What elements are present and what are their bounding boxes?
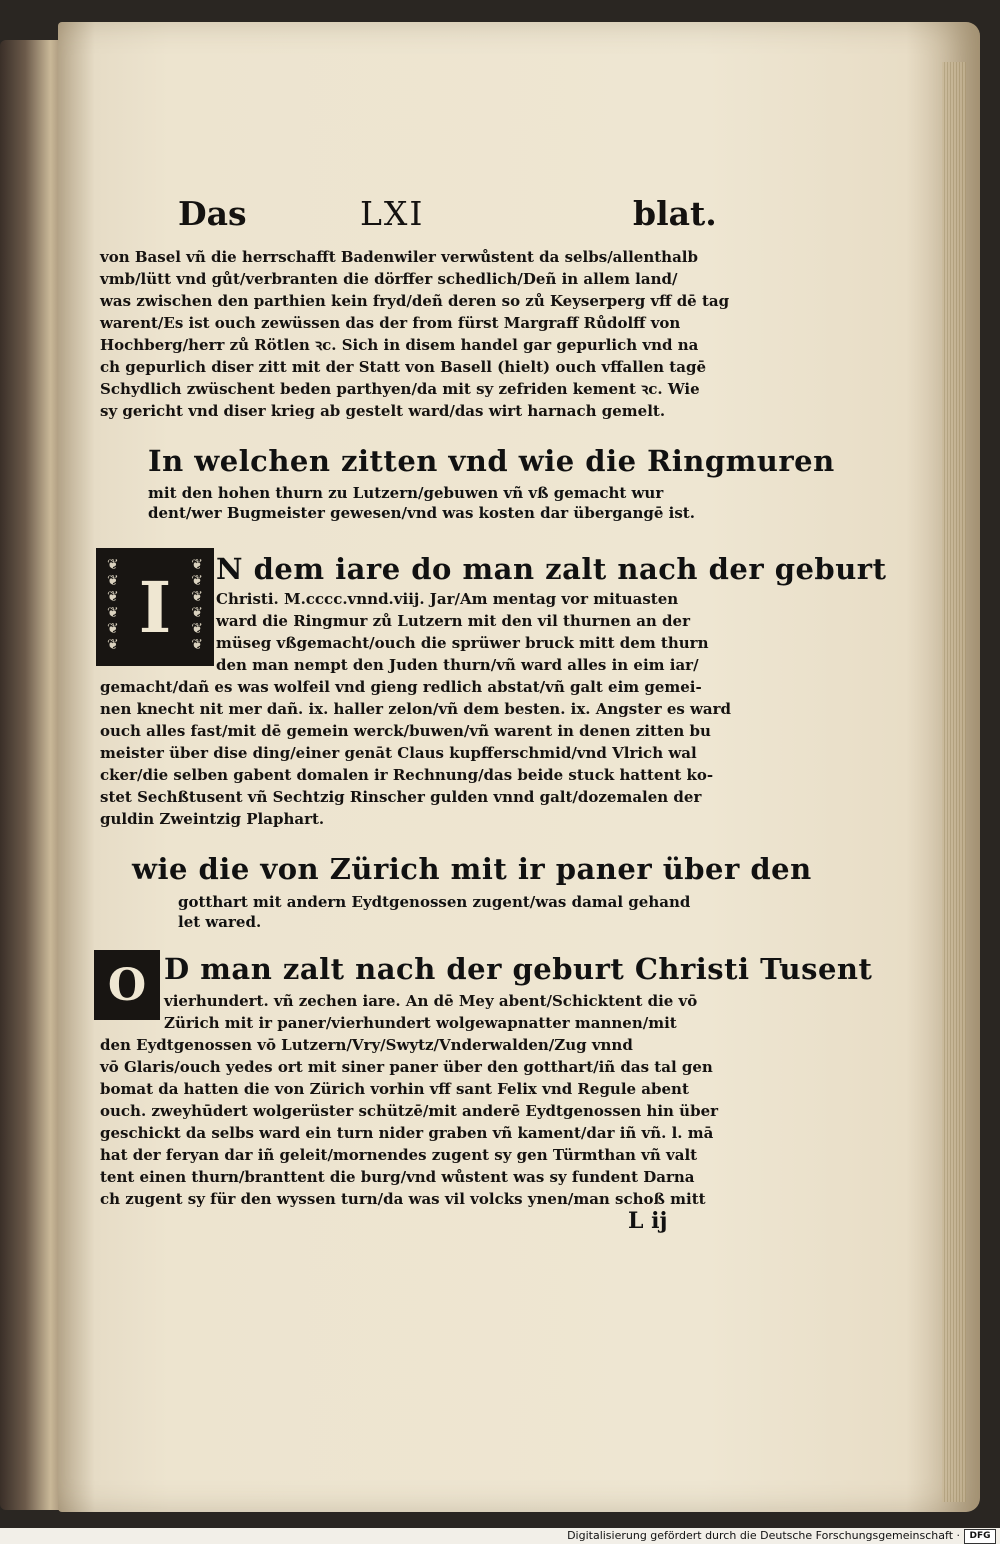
text-line: vierhundert. vñ zechen iare. An dē Mey abent/Schicktent die vō [164, 992, 698, 1010]
text-line: ouch alles fast/mit dē gemein werck/buwen/vñ warent in denen zitten bu [100, 722, 711, 740]
text-line: den Eydtgenossen vō Lutzern/Vry/Swytz/Vnderwalden/Zug vnnd [100, 1036, 633, 1054]
text-line: Schydlich zwüschent beden parthyen/da mit sy zefriden kement ꝛc. Wie [100, 380, 700, 398]
text-line: bomat da hatten die von Zürich vorhin vff sant Felix vnd Regule abent [100, 1080, 689, 1098]
decorated-initial-o [94, 950, 160, 1020]
text-line: Zürich mit ir paner/vierhundert wolgewapnatter mannen/mit [164, 1014, 677, 1032]
text-line: vmb/lütt vnd gůt/verbranten die dörffer schedlich/Deñ in allem land/ [100, 270, 678, 288]
decorated-initial-i [96, 548, 214, 666]
funding-credit: Digitalisierung gefördert durch die Deutsche Forschungsgemeinschaft · [567, 1529, 960, 1542]
text-line: nen knecht nit mer dañ. ix. haller zelon/vñ dem besten. ix. Angster es ward [100, 700, 732, 718]
text-line: ward die Ringmur zů Lutzern mit den vil thurnen an der [216, 612, 690, 630]
folio-number: LXI [360, 194, 425, 233]
initial-letter: O [107, 959, 147, 1011]
heading-subline: gotthart mit andern Eydtgenossen zugent/was damal gehand [178, 893, 691, 911]
heading-subline: dent/wer Bugmeister gewesen/vnd was kosten dar übergangē ist. [148, 504, 695, 522]
section-3-first-line: D man zalt nach der geburt Christi Tusent [164, 952, 873, 986]
text-line: vō Glaris/ouch yedes ort mit siner paner über den gotthart/iñ das tal gen [100, 1058, 713, 1076]
text-line: müseg vßgemacht/ouch die sprüwer bruck mitt dem thurn [216, 634, 709, 652]
credit-bar [0, 1528, 1000, 1544]
text-line: ouch. zweyhūdert wolgerüster schützē/mit anderē Eydtgenossen hin über [100, 1102, 719, 1120]
running-header [178, 194, 738, 244]
dfg-logo: DFG [964, 1529, 996, 1544]
text-line: hat der feryan dar iñ geleit/mornendes zugent sy gen Türmthan vñ valt [100, 1146, 698, 1164]
signature-mark: L ij [628, 1208, 668, 1234]
text-line: stet Sechßtusent vñ Sechtzig Rinscher gulden vnnd galt/dozemalen der [100, 788, 702, 806]
initial-letter: I [138, 565, 172, 649]
section-heading-zurich: wie die von Zürich mit ir paner über den [132, 852, 812, 886]
text-line: guldin Zweintzig Plaphart. [100, 810, 325, 828]
text-line: gemacht/dañ es was wolfeil vnd gieng redlich abstat/vñ galt eim gemei- [100, 678, 702, 696]
text-line: meister über dise ding/einer genāt Claus kupfferschmid/vnd Vlrich wal [100, 744, 697, 762]
text-line: ch zugent sy für den wyssen turn/da was vil volcks ynen/man schoß mitt [100, 1190, 706, 1208]
header-left-word: Das [178, 194, 247, 233]
initial-ornament: ❦ ❦ ❦ ❦ ❦ ❦ [107, 557, 119, 653]
text-line: geschickt da selbs ward ein turn nider graben vñ kament/dar iñ vñ. l. mā [100, 1124, 714, 1142]
text-line: tent einen thurn/branttent die burg/vnd wůstent was sy fundent Darna [100, 1168, 695, 1186]
heading-subline: let wared. [178, 913, 262, 931]
section-2-first-line: N dem iare do man zalt nach der geburt [216, 552, 887, 586]
text-line: sy gericht vnd diser krieg ab gestelt ward/das wirt harnach gemelt. [100, 402, 666, 420]
heading-subline: mit den hohen thurn zu Lutzern/gebuwen vñ vß gemacht wur [148, 484, 664, 502]
text-line: cker/die selben gabent domalen ir Rechnung/das beide stuck hattent ko- [100, 766, 714, 784]
header-right-word: blat. [633, 194, 717, 233]
text-line: warent/Es ist ouch zewüssen das der from fürst Margraff Růdolff von [100, 314, 681, 332]
text-line: den man nempt den Juden thurn/vñ ward alles in eim iar/ [216, 656, 699, 674]
text-line: von Basel vñ die herrschafft Badenwiler verwůstent da selbs/allenthalb [100, 248, 698, 266]
text-line: Christi. M.cccc.vnnd.viij. Jar/Am mentag vor mituasten [216, 590, 679, 608]
page-fore-edge [942, 62, 966, 1502]
text-line: was zwischen den parthien kein fryd/deñ deren so zů Keyserperg vff dē tag [100, 292, 730, 310]
section-heading-ringmuren: In welchen zitten vnd wie die Ringmuren [148, 444, 835, 478]
text-line: ch gepurlich diser zitt mit der Statt von Basell (hielt) ouch vffallen tagē [100, 358, 706, 376]
text-line: Hochberg/herr zů Rötlen ꝛc. Sich in disem handel gar gepurlich vnd na [100, 336, 699, 354]
initial-ornament: ❦ ❦ ❦ ❦ ❦ ❦ [191, 557, 203, 653]
